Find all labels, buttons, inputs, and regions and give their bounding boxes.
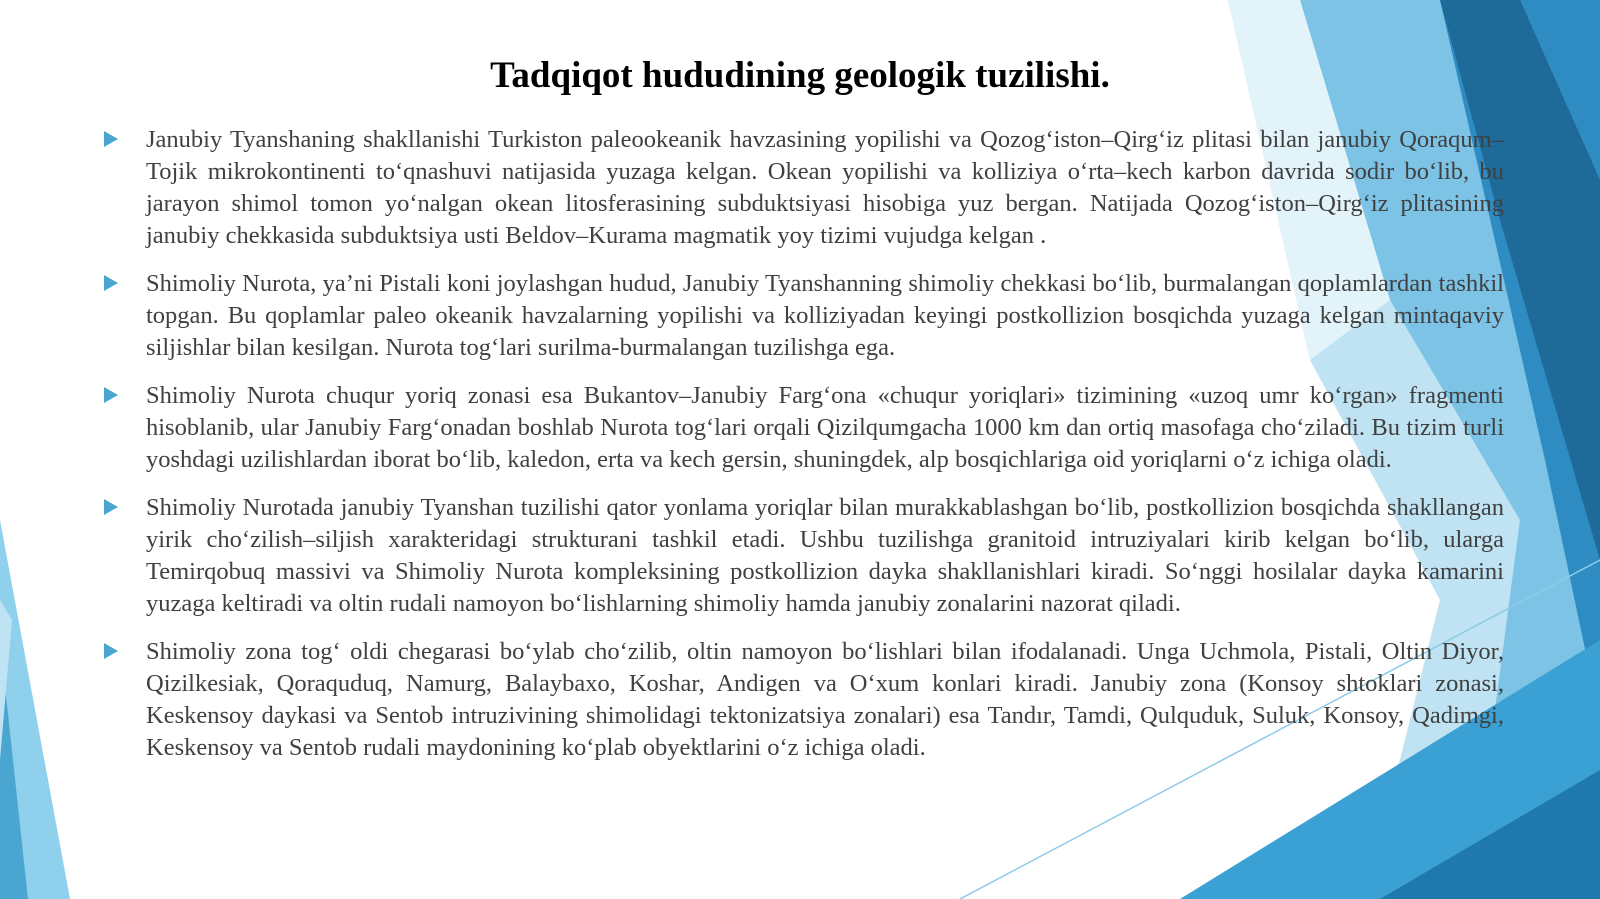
- bullet-item: [100, 492, 1504, 620]
- bullet-list: [100, 124, 1504, 780]
- bullet-item: [100, 124, 1504, 252]
- bullet-item: [100, 636, 1504, 764]
- triangle-bullet-icon: [104, 387, 118, 403]
- triangle-bullet-icon: [104, 131, 118, 147]
- triangle-bullet-icon: [104, 643, 118, 659]
- slide-title: Tadqiqot hududining geologik tuzilishi.: [490, 55, 1110, 96]
- bullet-text: Janubiy Tyanshaning shakllanishi Turkiston paleookeanik havzasining yopilishi va Qozog‘iston–Qirg‘iz plitasi bilan janubiy Qoraqum–Tojik mikrokontinenti to‘qnashuvi natijasida yuzaga kelgan. Okean yopilishi va kolliziya o‘rta–kech karbon davrida sodir bo‘lib, bu jarayon shimol tomon yo‘nalgan okean litosferasining subduktsiyasi hisobiga yuz bergan. Natijada Qozog‘iston–Qirg‘iz plitasining janubiy chekkasida subduktsiya usti Beldov–Kurama magmatik yoy tizimi vujudga kelgan .: [146, 126, 1504, 249]
- bullet-item: [100, 380, 1504, 476]
- bullet-item: [100, 268, 1504, 364]
- triangle-bullet-icon: [104, 275, 118, 291]
- bullet-text: Shimoliy Nurotada janubiy Tyanshan tuzilishi qator yonlama yoriqlar bilan murakkablashgan bo‘lib, postkollizion bosqichda shakllangan yirik cho‘zilish–siljish xarakteridagi strukturani tashkil etadi. Ushbu tuzilishga granitoid intruziyalari kirib kelgan bo‘lib, ularga Temirqobuq massivi va Shimoliy Nurota kompleksining postkollizion dayka shakllanishlari kiradi. So‘nggi hosilalar dayka kamarini yuzaga keltiradi va oltin rudali namoyon bo‘lishlarning shimoliy hamda janubiy zonalarini nazorat qiladi.: [146, 494, 1504, 617]
- bullet-text: Shimoliy Nurota chuqur yoriq zonasi esa Bukantov–Janubiy Farg‘ona «chuqur yoriqlari» tizimining «uzoq umr ko‘rgan» fragmenti hisoblanib, ular Janubiy Farg‘onadan boshlab Nurota tog‘lari orqali Qizilqumgacha 1000 km dan ortiq masofaga cho‘ziladi. Bu tizim turli yoshdagi uzilishlardan iborat bo‘lib, kaledon, erta va kech gersin, shuningdek, alp bosqichlariga oid yoriqlarni o‘z ichiga oladi.: [146, 382, 1504, 473]
- bullet-text: Shimoliy Nurota, ya’ni Pistali koni joylashgan hudud, Janubiy Tyanshanning shimoliy chekkasi bo‘lib, burmalangan qoplamlardan tashkil topgan. Bu qoplamlar paleo okeanik havzalarning yopilishi va kolliziyadan keyingi postkollizion bosqichda yuzaga kelgan mintaqaviy siljishlar bilan kesilgan. Nurota tog‘lari surilma-burmalangan tuzilishga ega.: [146, 270, 1504, 361]
- bullet-text: Shimoliy zona tog‘ oldi chegarasi bo‘ylab cho‘zilib, oltin namoyon bo‘lishlari bilan ifodalanadi. Unga Uchmola, Pistali, Oltin Diyor, Qizilkesiak, Qoraquduq, Namurg, Balaybaxo, Koshar, Andigen va O‘xum konlari kiradi. Janubiy zona (Konsoy shtoklari zonasi, Keskensoy daykasi va Sentob intruzivining shimolidagi tektonizatsiya zonalari) esa Tandır, Tamdi, Qulquduk, Suluk, Konsoy, Qadimgi, Keskensoy va Sentob rudali maydonining ko‘plab obyektlarini o‘z ichiga oladi.: [146, 638, 1504, 761]
- triangle-bullet-icon: [104, 499, 118, 515]
